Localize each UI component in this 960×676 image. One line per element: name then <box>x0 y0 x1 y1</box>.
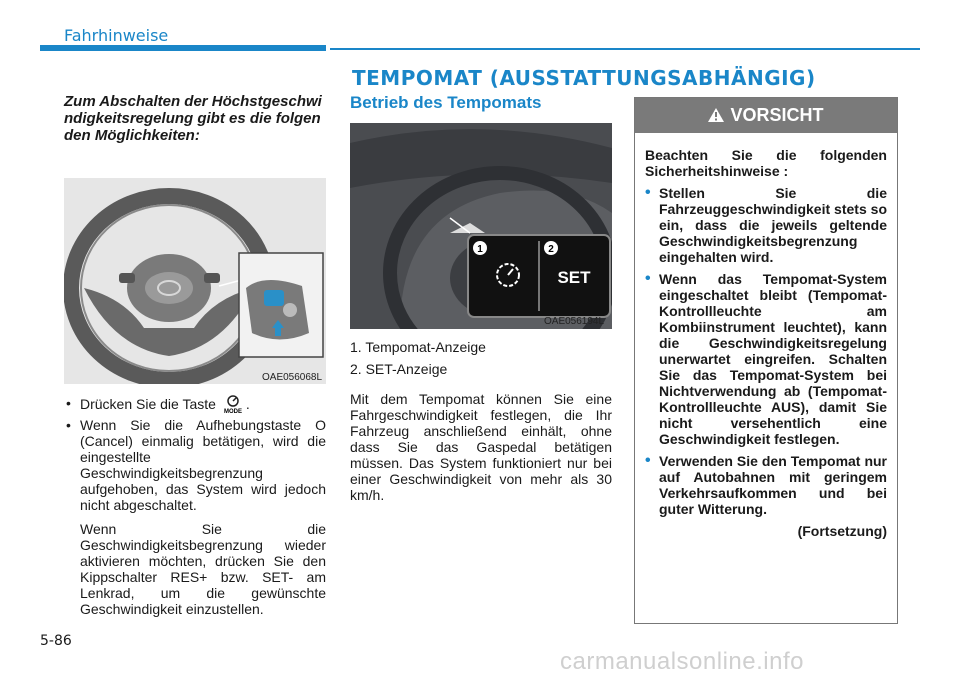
svg-text:SET: SET <box>557 268 591 287</box>
page-number: 5-86 <box>40 633 72 649</box>
bullet-press-mode: • Drücken Sie die Taste MODE . <box>64 395 326 415</box>
steering-wheel-illustration <box>64 178 326 384</box>
figure-caption-middle: OAE056194L <box>544 316 605 327</box>
header-section-label: Fahrhinweise <box>64 26 169 45</box>
svg-text:2: 2 <box>548 244 554 255</box>
warning-triangle-icon <box>708 108 724 122</box>
list-item: 2. SET-Anzeige <box>350 361 448 377</box>
caution-intro: Beachten Sie die folgenden Sicherheitshinweise : <box>645 147 887 179</box>
svg-text:MODE: MODE <box>223 409 242 415</box>
svg-text:1: 1 <box>477 244 483 255</box>
header-bar-thick <box>40 45 326 51</box>
watermark: carmanualsonline.info <box>560 648 804 675</box>
figure-caption-left: OAE056068L <box>262 372 323 383</box>
bullet-cancel: • Wenn Sie die Aufhebungstaste O (Cancel) einmalig betätigen, wird die eingestellte Geschwindigkeitsbegrenzung aufgehoben, das System wird jedoch nicht abgeschaltet. <box>64 417 326 513</box>
caution-header <box>635 98 897 133</box>
caution-bullet: • Wenn das Tempomat-System eingeschaltet bleibt (Tempomat-Kontrollleuchte am Kombiinstrument leuchtet), kann die Geschwindigkeitsregelung unerwartet eingreifen. Schalten Sie das Tempomat-System bei Nichtverwendung ab (Tempomat-Kontrollleuchte AUS), damit Sie nicht versehentlich eine Geschwindigkeit festlegen. <box>645 271 887 447</box>
page-title: TEMPOMAT (AUSSTATTUNGSABHÄNGIG) <box>352 66 816 90</box>
mode-button-icon <box>220 395 246 415</box>
caution-body <box>635 133 897 539</box>
left-bullet-list <box>64 395 326 617</box>
left-heading: Zum Abschalten der Höchstgeschwindigkeitsregelung gibt es die folgenden Möglichkeiten: <box>64 93 322 144</box>
continued-note: (Fortsetzung) <box>797 523 887 539</box>
steering-wheel-figure <box>64 178 326 384</box>
dashboard-illustration <box>350 123 612 329</box>
header-bar-thin <box>330 48 920 50</box>
caution-bullet: • Verwenden Sie den Tempomat nur auf Autobahnen mit geringem Verkehrsaufkommen und bei guter Witterung. <box>645 453 887 517</box>
caution-box <box>634 97 898 624</box>
middle-paragraph: Mit dem Tempomat können Sie eine Fahrgeschwindigkeit festlegen, die Ihr Fahrzeug anschließend einhält, ohne dass Sie das Gaspedal betätigen müssen. Das System funktioniert nur bei einer Geschwindigkeit von mehr als 30 km/h. <box>350 391 612 503</box>
caution-title: VORSICHT <box>730 105 824 125</box>
left-paragraph: Wenn Sie die Geschwindigkeitsbegrenzung wieder aktivieren möchten, drücken Sie den Kippschalter RES+ bzw. SET- am Lenkrad, um die gewünschte Geschwindigkeit einzustellen. <box>80 521 326 617</box>
middle-body <box>350 339 612 503</box>
caution-bullet: • Stellen Sie die Fahrzeuggeschwindigkeit stets so ein, dass die jeweils geltende Geschwindigkeitsbegrenzung eingehalten wird. <box>645 185 887 265</box>
dashboard-figure <box>350 123 612 329</box>
middle-subtitle: Betrieb des Tempomats <box>350 93 542 112</box>
list-item: 1. Tempomat-Anzeige <box>350 339 486 355</box>
